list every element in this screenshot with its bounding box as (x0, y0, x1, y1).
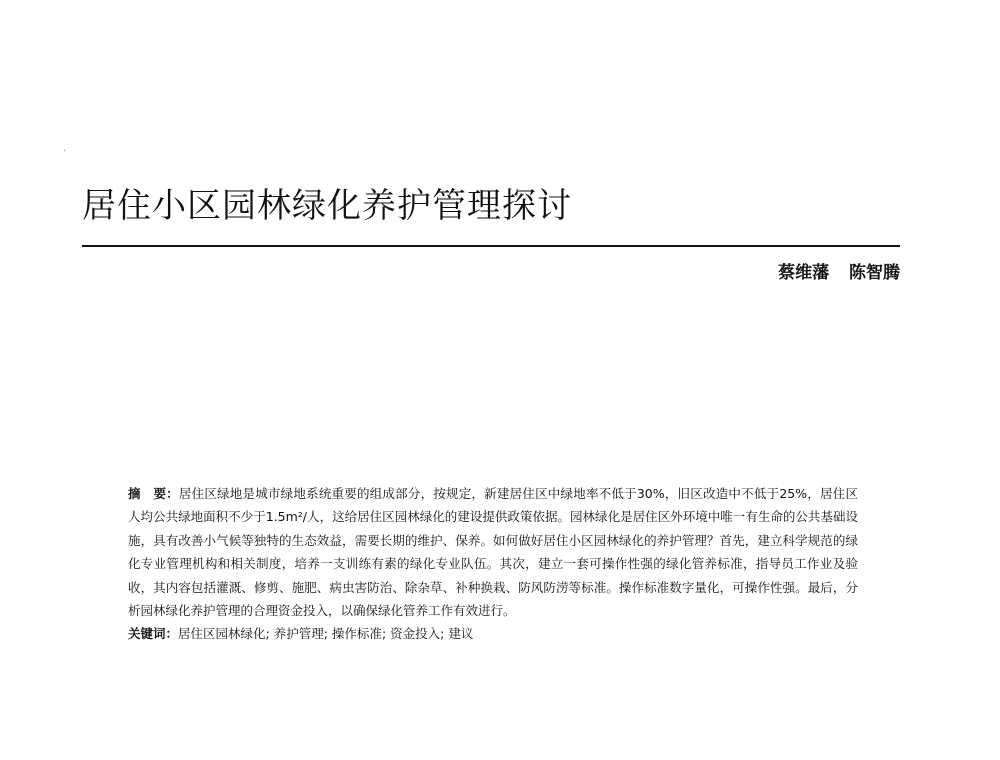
abstract-block (128, 482, 858, 646)
author-list (778, 262, 900, 284)
author-name: 陈智腾 (849, 263, 900, 283)
keyword: 居住区园林绿化 (178, 626, 266, 642)
abstract-paragraph (128, 482, 858, 622)
abstract-label: 摘 要： (128, 486, 179, 501)
scan-speck (64, 150, 65, 151)
keywords-label: 关键词： (128, 626, 179, 642)
keyword: ; 操作标准 (324, 626, 382, 641)
title-rule (82, 245, 900, 247)
author-name: 蔡维藩 (778, 263, 830, 283)
keyword: ; 建议 (440, 626, 473, 641)
keyword: ; 养护管理 (266, 626, 324, 641)
keywords-line (128, 622, 858, 645)
keyword: ; 资金投入 (382, 626, 440, 641)
abstract-text: 居住区绿地是城市绿地系统重要的组成部分，按规定，新建居住区中绿地率不低于30%，旧区改造中不低于25%，居住区人均公共绿地面积不少于1.5m²/人，这给居住区园林绿化的建设提供政策依据。园林绿化是居住区外环境中唯一有生命的公共基础设施，具有改善小气候等独特的生态效益，需要长期的维护、保养。如何做好居住小区园林绿化的养护管理？首先，建立科学规范的绿化专业管理机构和相关制度，培养一支训练有素的绿化专业队伍。其次，建立一套可操作性强的绿化管养标准，指导员工作业及验收，其内容包括灌溉、修剪、施肥、病虫害防治、除杂草、补种换栽、防风防涝等标准。操作标准数字量化，可操作性强。最后，分析园林绿化养护管理的合理资金投入，以确保绿化管养工作有效进行。 (128, 486, 858, 619)
page-title: 居住小区园林绿化养护管理探讨 (82, 186, 572, 226)
